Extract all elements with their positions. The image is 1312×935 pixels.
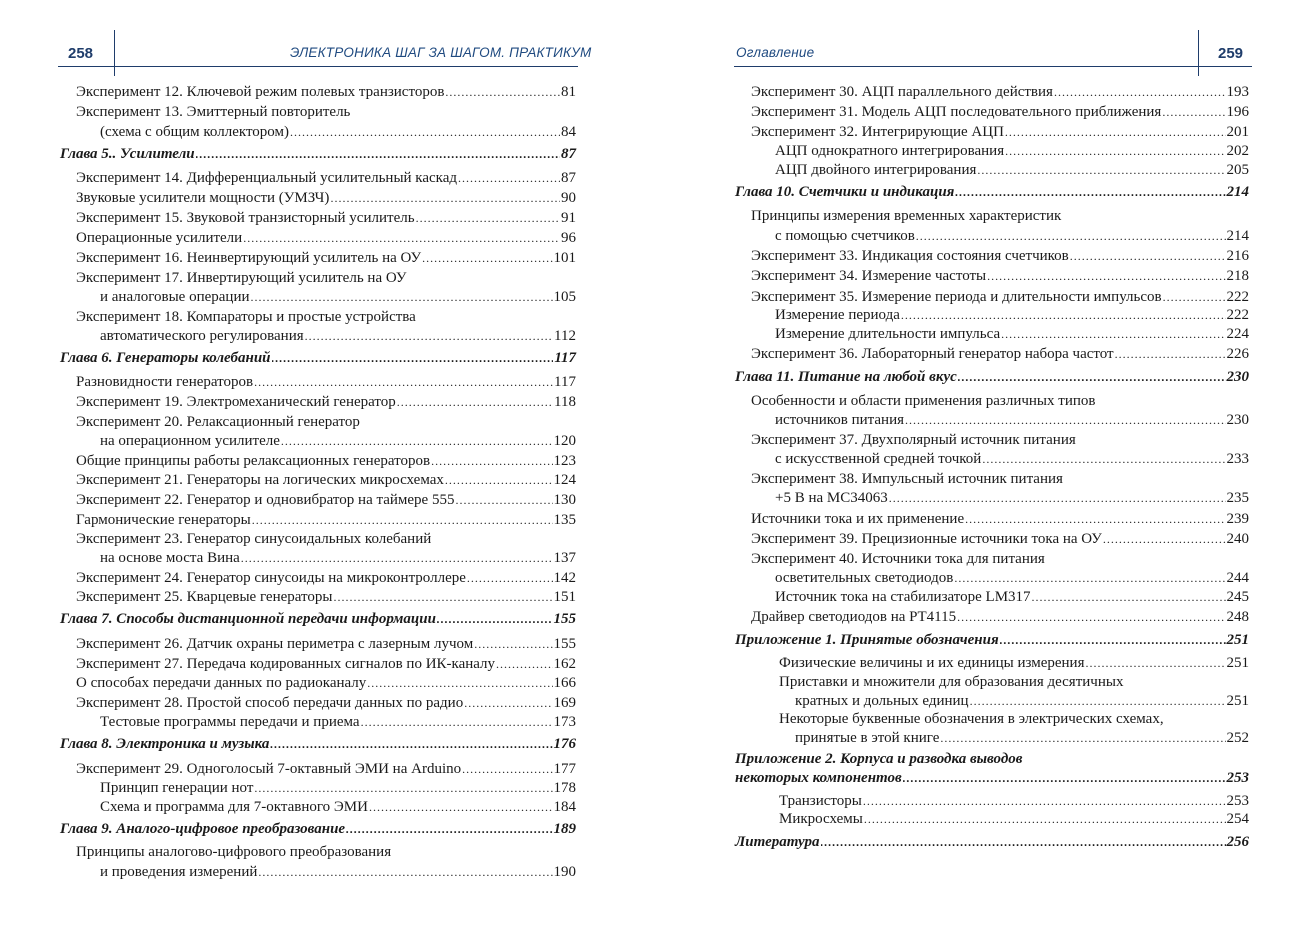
toc-entry-title: Эксперимент 20. Релаксационный генератор: [76, 414, 360, 430]
toc-entry-title: Эксперимент 25. Кварцевые генераторы: [76, 589, 333, 605]
toc-entry-title: Эксперимент 14. Дифференциальный усилительный каскад: [76, 170, 458, 186]
toc-entry-title: и аналоговые операции: [100, 289, 250, 305]
dot-leader: [258, 862, 552, 882]
toc-entry[interactable]: [735, 206, 1249, 226]
toc-entry-page: 117: [554, 374, 576, 390]
dot-leader: [982, 449, 1225, 469]
toc-entry-page: 155: [553, 611, 576, 627]
toc-entry-page: 105: [553, 289, 576, 305]
toc-entry-page: 87: [561, 146, 576, 162]
toc-entry-title: Глава 11. Питание на любой вкус: [735, 369, 957, 385]
toc-entry[interactable]: [735, 809, 1249, 829]
toc-entry[interactable]: [60, 712, 576, 732]
toc-entry[interactable]: [735, 430, 1249, 450]
dot-leader: [431, 451, 552, 471]
running-title: Оглавление: [736, 45, 815, 60]
toc-entry-title: АЦП однократного интегрирования: [775, 143, 1005, 159]
toc-entry-page: 189: [553, 821, 576, 837]
dot-leader: [864, 809, 1226, 829]
dot-leader: [330, 188, 560, 208]
toc-entry-title: Глава 8. Электроника и музыка: [60, 736, 270, 752]
toc-entry[interactable]: [60, 548, 576, 568]
toc-entry-page: 253: [1226, 793, 1249, 809]
toc-entry-title: Гармонические генераторы: [76, 512, 251, 528]
dot-leader: [458, 168, 560, 188]
toc-entry-title: Эксперимент 29. Одноголосый 7-октавный ЭМИ на Arduino: [76, 761, 462, 777]
dot-leader: [346, 819, 552, 839]
toc-entry[interactable]: [735, 344, 1249, 364]
toc-entry-title: Глава 7. Способы дистанционной передачи информации: [60, 611, 436, 627]
dot-leader: [905, 410, 1225, 430]
toc-entry[interactable]: [735, 226, 1249, 246]
toc-entry-title: Транзисторы: [779, 793, 862, 809]
toc-entry[interactable]: [735, 266, 1249, 286]
toc-entry[interactable]: [60, 490, 576, 510]
toc-entry-page: 216: [1226, 248, 1249, 264]
toc-entry[interactable]: [60, 168, 576, 188]
toc-entry-page: 239: [1226, 511, 1249, 527]
toc-entry-page: 224: [1226, 326, 1249, 342]
dot-leader: [1085, 653, 1225, 673]
toc-entry-title: на основе моста Вина: [100, 550, 240, 566]
dot-leader: [863, 791, 1226, 811]
toc-entry-page: 162: [553, 656, 576, 672]
dot-leader: [1001, 324, 1225, 344]
toc-entry-title: с искусственной средней точкой: [775, 451, 982, 467]
header-rule: [58, 66, 578, 67]
toc-entry[interactable]: [60, 208, 576, 228]
toc-chapter[interactable]: [735, 630, 1249, 650]
toc-entry-title: Эксперимент 26. Датчик охраны периметра с лазерным лучом: [76, 636, 474, 652]
header-divider: [1198, 30, 1199, 76]
dot-leader: [270, 734, 552, 754]
toc-entry[interactable]: [735, 410, 1249, 430]
toc-entry[interactable]: [735, 141, 1249, 161]
toc-entry[interactable]: [60, 654, 576, 674]
toc-entry-title: Эксперимент 19. Электромеханический генератор: [76, 394, 396, 410]
toc-entry[interactable]: [60, 673, 576, 693]
page-number: 258: [68, 45, 94, 62]
toc-entry[interactable]: [60, 842, 576, 862]
toc-entry-page: 214: [1226, 184, 1249, 200]
toc-entry-title: некоторых компонентов: [735, 770, 902, 786]
toc-entry[interactable]: [60, 778, 576, 798]
toc-entry[interactable]: [735, 672, 1249, 692]
toc-entry-page: 218: [1226, 268, 1249, 284]
toc-entry-title: Источники тока и их применение: [751, 511, 965, 527]
dot-leader: [241, 548, 553, 568]
toc-entry-page: 253: [1226, 770, 1249, 786]
toc-entry[interactable]: [60, 82, 576, 102]
dot-leader: [455, 490, 552, 510]
dot-leader: [955, 182, 1225, 202]
dot-leader: [1005, 122, 1226, 142]
dot-leader: [1103, 529, 1226, 549]
toc-entry-page: 151: [553, 589, 576, 605]
toc-entry-title: Эксперимент 40. Источники тока для питания: [751, 551, 1045, 567]
toc-entry-page: 190: [553, 864, 576, 880]
toc-entry-page: 91: [561, 210, 576, 226]
toc-entry[interactable]: [735, 305, 1249, 325]
toc-entry[interactable]: [60, 122, 576, 142]
toc-entry-title: Операционные усилители: [76, 230, 243, 246]
toc-entry[interactable]: [735, 324, 1249, 344]
toc-entry-title: Эксперимент 36. Лабораторный генератор набора частот: [751, 346, 1114, 362]
toc-entry[interactable]: [60, 587, 576, 607]
toc-entry-title: Источник тока на стабилизаторе LM317: [775, 589, 1031, 605]
toc-entry[interactable]: [60, 510, 576, 530]
toc-entry[interactable]: [60, 451, 576, 471]
dot-leader: [977, 160, 1225, 180]
toc-entry-page: 96: [561, 230, 576, 246]
dot-leader: [1163, 287, 1226, 307]
toc-entry[interactable]: [60, 470, 576, 490]
toc-entry-title: Микросхемы: [779, 811, 863, 827]
toc-entry-title: Глава 5.. Усилители: [60, 146, 195, 162]
toc-entry[interactable]: [60, 693, 576, 713]
toc-entry-page: 256: [1226, 834, 1249, 850]
toc-chapter[interactable]: [60, 144, 576, 164]
toc-entry-page: 230: [1226, 369, 1249, 385]
toc-entry-title: Некоторые буквенные обозначения в электрических схемах,: [779, 711, 1164, 727]
dot-leader: [290, 122, 560, 142]
dot-leader: [462, 759, 552, 779]
toc-entry-page: 135: [553, 512, 576, 528]
toc-entry-title: Драйвер светодиодов на PT4115: [751, 609, 957, 625]
toc-entry-title: Схема и программа для 7-октавного ЭМИ: [100, 799, 368, 815]
toc-entry-title: Физические величины и их единицы измерения: [779, 655, 1085, 671]
toc-entry-title: Измерение периода: [775, 307, 900, 323]
toc-entry[interactable]: [60, 392, 576, 412]
toc-entry-title: Эксперимент 18. Компараторы и простые устройства: [76, 309, 416, 325]
toc-entry[interactable]: [735, 469, 1249, 489]
toc-entry[interactable]: [60, 372, 576, 392]
dot-leader: [437, 609, 553, 629]
toc-entry-page: 81: [561, 84, 576, 100]
dot-leader: [467, 568, 553, 588]
toc-entry-title: Эксперимент 35. Измерение периода и длительности импульсов: [751, 289, 1162, 305]
dot-leader: [1000, 630, 1226, 650]
toc-entry-title: Эксперимент 24. Генератор синусоиды на микроконтроллере: [76, 570, 466, 586]
toc-entry-title: Эксперимент 16. Неинвертирующий усилитель на ОУ: [76, 250, 422, 266]
dot-leader: [1054, 82, 1226, 102]
dot-leader: [416, 208, 560, 228]
toc-entry[interactable]: [735, 488, 1249, 508]
toc-entry-title: принятые в этой книге: [795, 730, 940, 746]
toc-entry-page: 90: [561, 190, 576, 206]
toc-entry-page: 137: [553, 550, 576, 566]
toc-entry-page: 178: [553, 780, 576, 796]
toc-entry-title: Эксперимент 17. Инвертирующий усилитель на ОУ: [76, 270, 407, 286]
toc-entry[interactable]: [735, 587, 1249, 607]
dot-leader: [970, 691, 1226, 711]
right-page: [656, 0, 1312, 935]
toc-entry-page: 184: [553, 799, 576, 815]
toc-entry-page: 177: [553, 761, 576, 777]
dot-leader: [196, 144, 560, 164]
running-title: ЭЛЕКТРОНИКА ШАГ ЗА ШАГОМ. ПРАКТИКУМ: [290, 45, 592, 60]
toc-chapter[interactable]: [735, 832, 1249, 852]
toc-entry-title: Эксперимент 22. Генератор и одновибратор на таймере 555: [76, 492, 455, 508]
toc-entry-page: 155: [553, 636, 576, 652]
toc-entry[interactable]: [60, 248, 576, 268]
toc-entry-page: 166: [553, 675, 576, 691]
toc-entry[interactable]: [60, 412, 576, 432]
toc-entry-title: Тестовые программы передачи и приема: [100, 714, 360, 730]
toc-entry-page: 176: [553, 736, 576, 752]
toc-entry-title: источников питания: [775, 412, 905, 428]
toc-chapter[interactable]: [60, 609, 576, 629]
dot-leader: [369, 797, 553, 817]
toc-entry[interactable]: [735, 791, 1249, 811]
toc-entry-page: 117: [554, 350, 576, 366]
toc-entry-page: 245: [1226, 589, 1249, 605]
toc-entry-page: 252: [1226, 730, 1249, 746]
toc-entry[interactable]: [735, 568, 1249, 588]
page-number: 259: [1218, 45, 1244, 62]
toc-entry-title: О способах передачи данных по радиоканалу: [76, 675, 367, 691]
toc-entry-title: Глава 6. Генераторы колебаний: [60, 350, 271, 366]
dot-leader: [272, 348, 554, 368]
toc-entry[interactable]: [60, 568, 576, 588]
toc-entry-title: Эксперимент 38. Импульсный источник питания: [751, 471, 1063, 487]
dot-leader: [957, 607, 1225, 627]
dot-leader: [254, 372, 553, 392]
toc-entry[interactable]: [735, 509, 1249, 529]
toc-entry-page: 248: [1226, 609, 1249, 625]
toc-entry-title: Эксперимент 30. АЦП параллельного действия: [751, 84, 1053, 100]
toc-entry[interactable]: [60, 797, 576, 817]
toc-entry-page: 193: [1226, 84, 1249, 100]
toc-entry[interactable]: [60, 431, 576, 451]
dot-leader: [889, 488, 1226, 508]
toc-entry-page: 222: [1226, 289, 1249, 305]
dot-leader: [821, 832, 1226, 852]
toc-entry-title: Принцип генерации нот: [100, 780, 254, 796]
toc-entry-title: Разновидности генераторов: [76, 374, 254, 390]
toc-entry-title: Глава 9. Аналого-цифровое преобразование: [60, 821, 346, 837]
toc-entry-title: Приставки и множители для образования десятичных: [779, 674, 1124, 690]
toc-entry[interactable]: [735, 607, 1249, 627]
toc-entry-title: Литература: [735, 834, 820, 850]
toc-entry[interactable]: [60, 307, 576, 327]
dot-leader: [397, 392, 553, 412]
toc-entry-title: Принципы измерения временных характеристик: [751, 208, 1062, 224]
toc-entry-title: автоматического регулирования: [100, 328, 304, 344]
toc-entry-page: 123: [553, 453, 576, 469]
toc-entry[interactable]: [735, 449, 1249, 469]
dot-leader: [474, 634, 552, 654]
toc-entry-title: Приложение 1. Принятые обозначения: [735, 632, 999, 648]
dot-leader: [1070, 246, 1226, 266]
toc-entry[interactable]: [60, 188, 576, 208]
toc-entry-page: 112: [554, 328, 576, 344]
toc-entry-title: Эксперимент 33. Индикация состояния счетчиков: [751, 248, 1069, 264]
toc-entry-title: Эксперимент 15. Звуковой транзисторный усилитель: [76, 210, 415, 226]
toc-entry-page: 226: [1226, 346, 1249, 362]
toc-entry[interactable]: [735, 653, 1249, 673]
toc-entry[interactable]: [735, 82, 1249, 102]
toc-entry-title: Эксперимент 39. Прецизионные источники тока на ОУ: [751, 531, 1102, 547]
toc-entry[interactable]: [735, 246, 1249, 266]
toc-entry-page: 251: [1226, 693, 1249, 709]
dot-leader: [281, 431, 553, 451]
toc-entry-title: Принципы аналогово-цифрового преобразования: [76, 844, 392, 860]
toc-entry[interactable]: [735, 160, 1249, 180]
toc-chapter[interactable]: [60, 819, 576, 839]
dot-leader: [1005, 141, 1225, 161]
toc-chapter[interactable]: [735, 749, 1249, 769]
toc-entry-page: 84: [561, 124, 576, 140]
toc-entry-title: на операционном усилителе: [100, 433, 280, 449]
toc-entry-title: осветительных светодиодов: [775, 570, 954, 586]
toc-entry-title: Эксперимент 21. Генераторы на логических микросхемах: [76, 472, 444, 488]
toc-entry-page: 169: [553, 695, 576, 711]
toc-entry-title: Глава 10. Счетчики и индикация: [735, 184, 955, 200]
toc-entry[interactable]: [60, 529, 576, 549]
toc-entry-title: Эксперимент 32. Интегрирующие АЦП: [751, 124, 1004, 140]
toc-entry-page: 142: [553, 570, 576, 586]
dot-leader: [333, 587, 552, 607]
dot-leader: [367, 673, 552, 693]
dot-leader: [1162, 102, 1225, 122]
dot-leader: [940, 728, 1225, 748]
toc-entry-page: 124: [553, 472, 576, 488]
dot-leader: [903, 768, 1226, 788]
toc-entry[interactable]: [735, 122, 1249, 142]
toc-entry-title: Эксперимент 34. Измерение частоты: [751, 268, 987, 284]
toc-entry-title: и проведения измерений: [100, 864, 258, 880]
dot-leader: [445, 82, 560, 102]
toc-entry[interactable]: [60, 634, 576, 654]
toc-entry-title: (схема с общим коллектором): [100, 124, 290, 140]
toc-entry-title: АЦП двойного интегрирования: [775, 162, 977, 178]
toc-entry-page: 222: [1226, 307, 1249, 323]
toc-entry[interactable]: [735, 102, 1249, 122]
toc-entry[interactable]: [60, 326, 576, 346]
toc-entry-page: 173: [553, 714, 576, 730]
toc-entry[interactable]: [60, 228, 576, 248]
dot-leader: [965, 509, 1225, 529]
toc-entry[interactable]: [735, 391, 1249, 411]
dot-leader: [252, 510, 553, 530]
dot-leader: [496, 654, 552, 674]
toc-chapter[interactable]: [60, 348, 576, 368]
toc-entry-page: 244: [1226, 570, 1249, 586]
dot-leader: [464, 693, 552, 713]
toc-entry-title: Эксперимент 27. Передача кодированных сигналов по ИК-каналу: [76, 656, 496, 672]
toc-entry-page: 196: [1226, 104, 1249, 120]
toc-entry-title: Общие принципы работы релаксационных генераторов: [76, 453, 431, 469]
dot-leader: [954, 568, 1225, 588]
toc-entry-title: с помощью счетчиков: [775, 228, 915, 244]
toc-entry-title: Измерение длительности импульса: [775, 326, 1001, 342]
toc-chapter[interactable]: [60, 734, 576, 754]
header-divider: [114, 30, 115, 76]
toc-entry-page: 251: [1226, 655, 1249, 671]
toc-entry[interactable]: [735, 549, 1249, 569]
toc-entry[interactable]: [60, 102, 576, 122]
toc-entry[interactable]: [735, 709, 1249, 729]
toc-entry-page: 202: [1226, 143, 1249, 159]
toc-entry-title: Эксперимент 12. Ключевой режим полевых транзисторов: [76, 84, 445, 100]
toc-entry-page: 205: [1226, 162, 1249, 178]
dot-leader: [1032, 587, 1226, 607]
dot-leader: [987, 266, 1225, 286]
toc-entry[interactable]: [60, 759, 576, 779]
dot-leader: [422, 248, 552, 268]
toc-entry-page: 101: [553, 250, 576, 266]
toc-entry-page: 118: [554, 394, 576, 410]
toc-entry-page: 87: [561, 170, 576, 186]
dot-leader: [901, 305, 1226, 325]
toc-entry-page: 230: [1226, 412, 1249, 428]
toc-entry-title: Звуковые усилители мощности (УМЗЧ): [76, 190, 330, 206]
dot-leader: [445, 470, 553, 490]
toc-entry-title: Эксперимент 23. Генератор синусоидальных колебаний: [76, 531, 432, 547]
toc-entry-title: кратных и дольных единиц: [795, 693, 969, 709]
toc-entry[interactable]: [60, 268, 576, 288]
toc-entry[interactable]: [735, 529, 1249, 549]
toc-entry-title: Эксперимент 37. Двухполярный источник питания: [751, 432, 1076, 448]
dot-leader: [243, 228, 560, 248]
toc-chapter[interactable]: [735, 768, 1249, 788]
dot-leader: [254, 778, 552, 798]
toc-entry[interactable]: [735, 691, 1249, 711]
dot-leader: [916, 226, 1226, 246]
dot-leader: [958, 367, 1226, 387]
toc-entry-title: Приложение 2. Корпуса и разводка выводов: [735, 751, 1023, 767]
dot-leader: [305, 326, 553, 346]
dot-leader: [361, 712, 553, 732]
toc-entry-page: 240: [1226, 531, 1249, 547]
toc-entry-page: 251: [1226, 632, 1249, 648]
toc-entry[interactable]: [60, 287, 576, 307]
toc-entry-title: Эксперимент 28. Простой способ передачи данных по радио: [76, 695, 464, 711]
toc-entry-title: +5 В на MC34063: [775, 490, 888, 506]
toc-entry[interactable]: [60, 862, 576, 882]
toc-entry-page: 254: [1226, 811, 1249, 827]
toc-entry-title: Эксперимент 13. Эмиттерный повторитель: [76, 104, 351, 120]
toc-entry-page: 120: [553, 433, 576, 449]
toc-entry[interactable]: [735, 287, 1249, 307]
toc-entry-page: 233: [1226, 451, 1249, 467]
dot-leader: [251, 287, 553, 307]
toc-chapter[interactable]: [735, 182, 1249, 202]
toc-entry-page: 201: [1226, 124, 1249, 140]
toc-entry[interactable]: [735, 728, 1249, 748]
toc-entry-page: 130: [553, 492, 576, 508]
toc-entry-page: 214: [1226, 228, 1249, 244]
toc-entry-title: Эксперимент 31. Модель АЦП последовательного приближения: [751, 104, 1162, 120]
toc-entry-title: Особенности и области применения различных типов: [751, 393, 1096, 409]
dot-leader: [1115, 344, 1226, 364]
toc-chapter[interactable]: [735, 367, 1249, 387]
header-rule: [734, 66, 1252, 67]
toc-entry-page: 235: [1226, 490, 1249, 506]
